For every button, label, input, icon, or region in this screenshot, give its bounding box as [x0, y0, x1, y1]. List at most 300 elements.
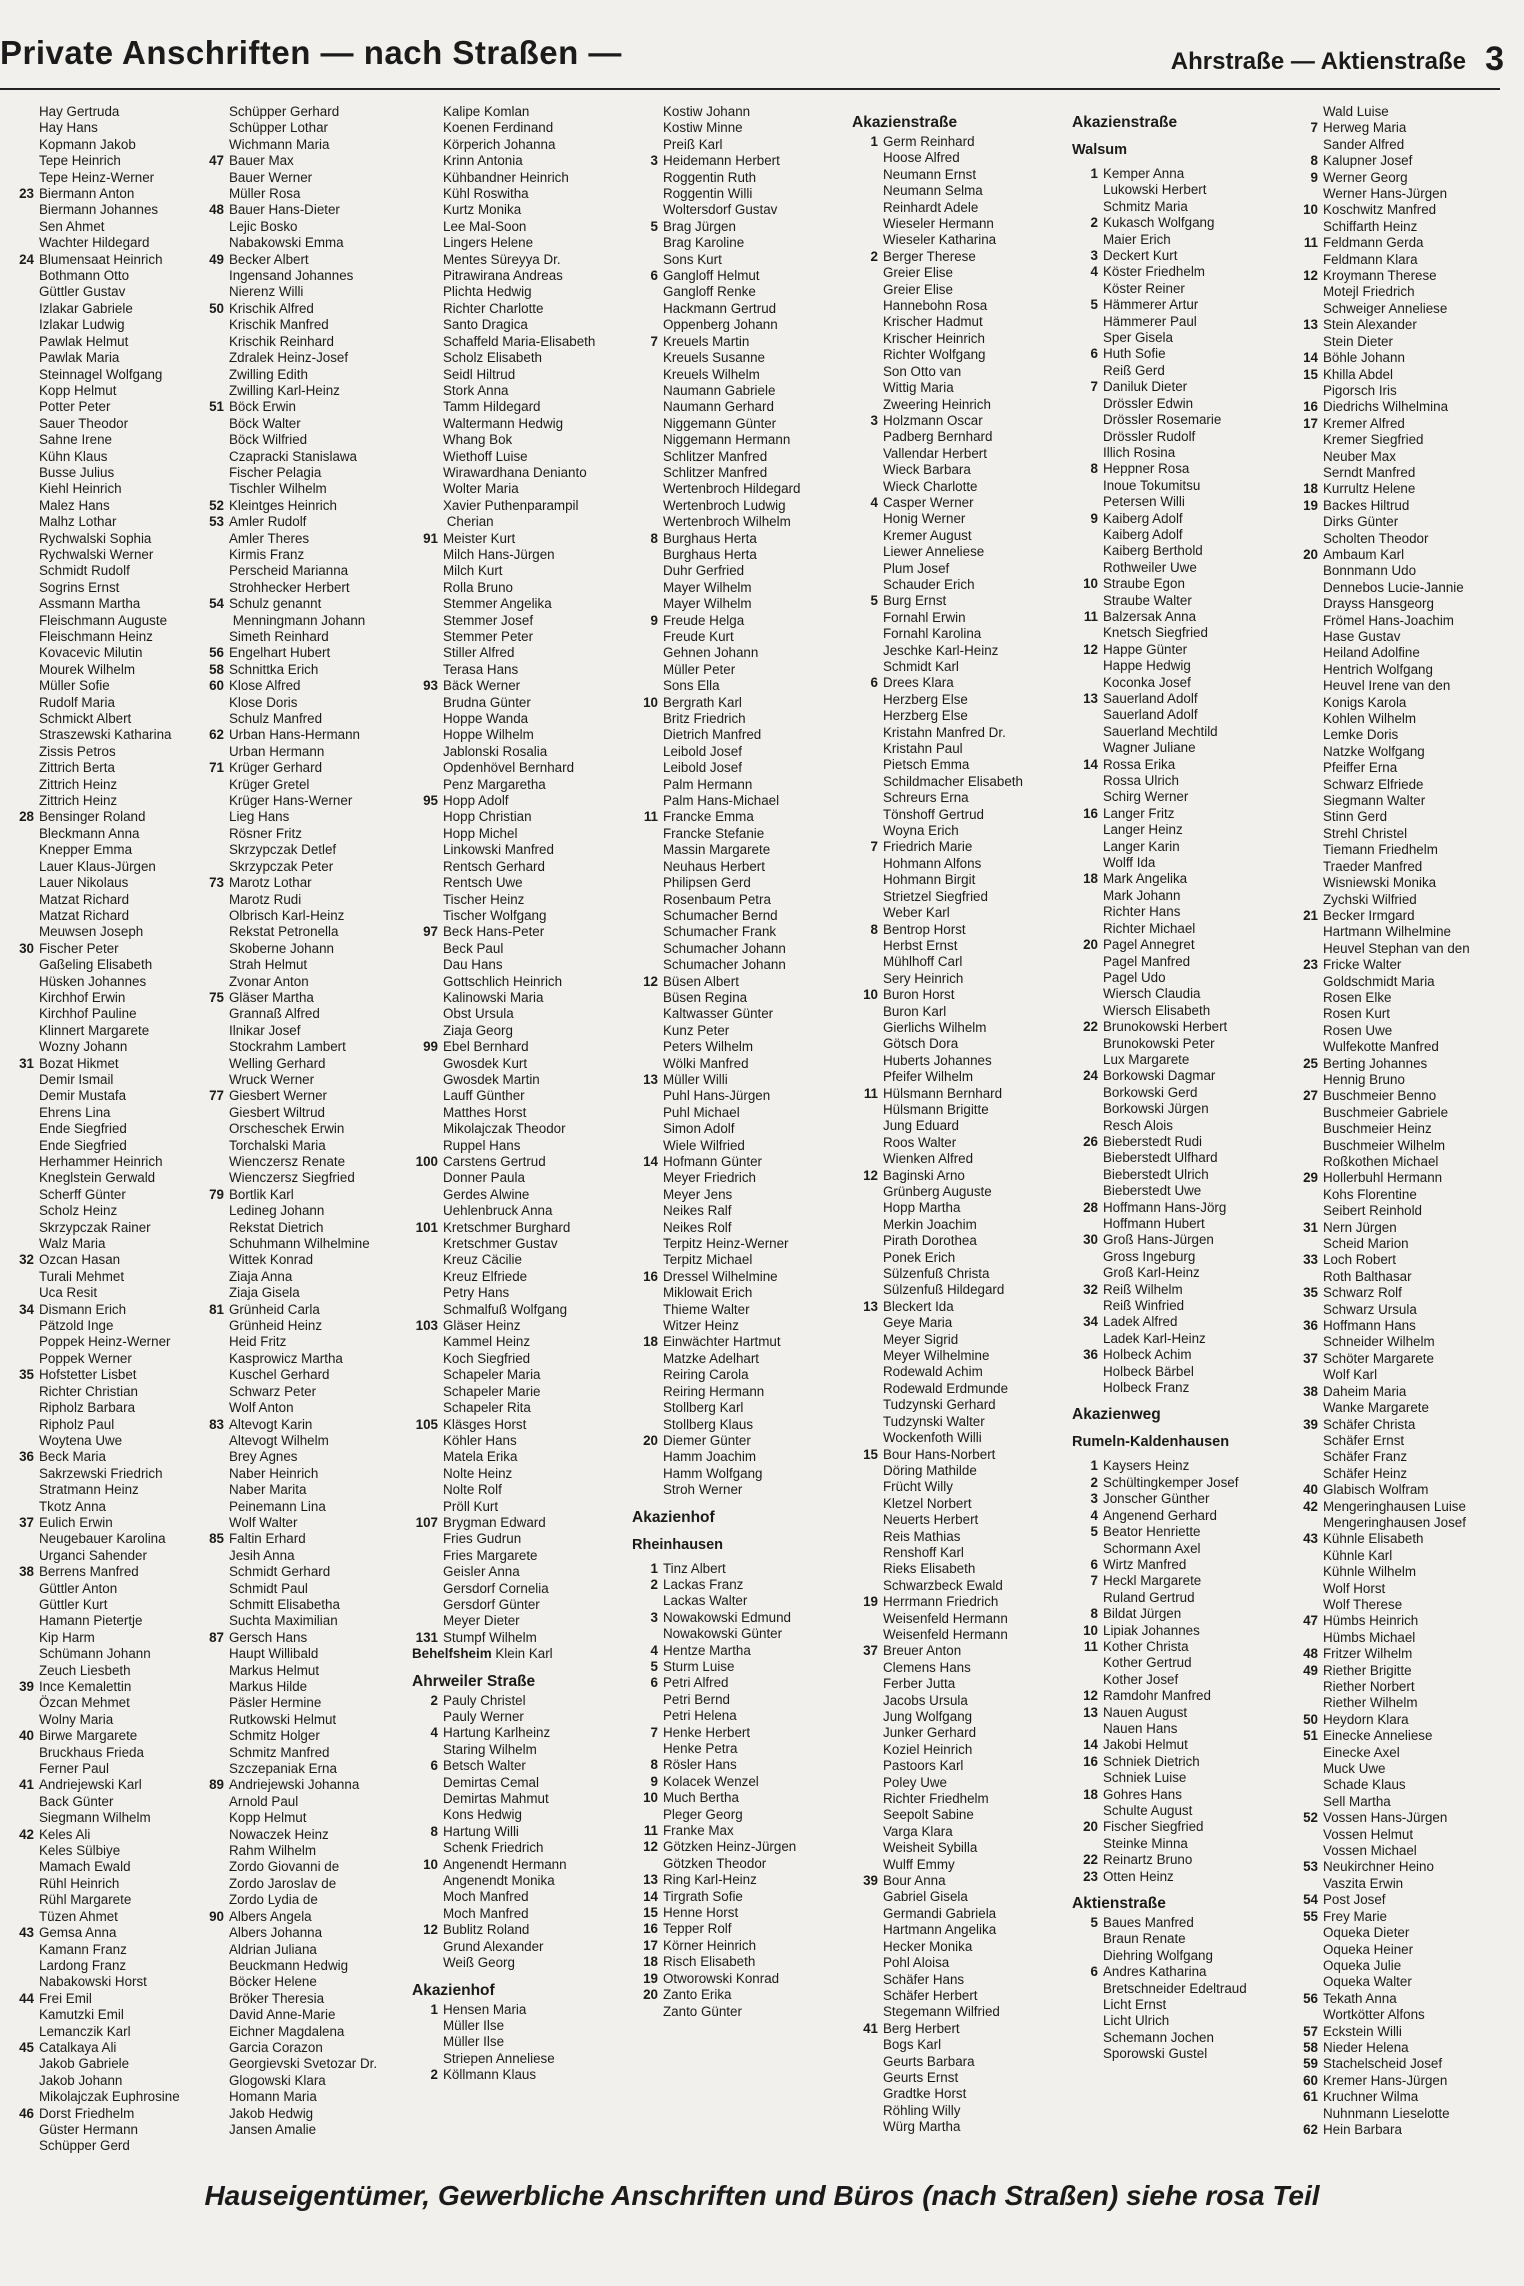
list-item: [1292, 317, 1502, 333]
resident-name: Muck Uwe: [1323, 1761, 1386, 1777]
house-number: 15: [863, 1446, 878, 1462]
list-item: [412, 744, 622, 760]
list-item: [852, 347, 1062, 363]
list-item: [8, 1646, 208, 1662]
resident-name: Jung Eduard: [883, 1118, 959, 1134]
list-item: [852, 1955, 1062, 1971]
list-item: [632, 481, 842, 497]
resident-name: Grünheid Carla: [229, 1301, 320, 1317]
list-item: [198, 842, 408, 858]
resident-name: Stegemann Wilfried: [883, 2004, 1000, 2020]
resident-name: Weber Karl: [883, 905, 950, 921]
list-item: [8, 350, 208, 366]
resident-name: Pfeifer Wilhelm: [883, 1069, 974, 1085]
resident-name: Liewer Anneliese: [883, 544, 985, 560]
list-item: [1292, 695, 1502, 711]
resident-name: Bröker Theresia: [229, 1990, 325, 2006]
resident-name: Müller Ilse: [443, 2017, 505, 2033]
list-item: [412, 1302, 622, 1318]
list-item: [852, 1725, 1062, 1741]
list-item: [412, 465, 622, 481]
house-number: 12: [1083, 1688, 1098, 1704]
list-item: [412, 1725, 622, 1741]
list-item: [8, 2089, 208, 2105]
list-item: [1292, 514, 1502, 530]
list-item: [1292, 711, 1502, 727]
resident-name: Herweg Maria: [1323, 120, 1407, 136]
resident-name: Georgievski Svetozar Dr.: [229, 2056, 378, 2072]
resident-name: Naumann Gabriele: [663, 382, 776, 398]
list-item: [632, 760, 842, 776]
house-number: 99: [423, 1039, 438, 1055]
list-item: [1292, 1121, 1502, 1137]
resident-name: Richter Christian: [39, 1383, 138, 1399]
list-item: [8, 252, 208, 268]
list-item: [1072, 1623, 1282, 1639]
house-number: 14: [643, 1888, 658, 1904]
list-item: [632, 120, 842, 136]
list-item: [1072, 691, 1282, 707]
list-item: [198, 908, 408, 924]
list-item: [412, 924, 622, 940]
resident-name: Carstens Gertrud: [443, 1154, 546, 1169]
list-item: [1072, 560, 1282, 576]
list-item: [8, 1154, 208, 1170]
list-item: [8, 1056, 208, 1072]
list-item: [632, 842, 842, 858]
list-item: [852, 544, 1062, 560]
list-item: [632, 186, 842, 202]
resident-name: Roos Walter: [883, 1134, 957, 1150]
resident-name: Geurts Barbara: [883, 2053, 975, 2069]
list-item: [852, 1529, 1062, 1545]
list-item: [412, 695, 622, 711]
resident-name: Schulz genannt: [229, 596, 322, 612]
list-item: [632, 1088, 842, 1104]
resident-name: Rutkowski Helmut: [229, 1711, 337, 1727]
resident-name: Drössler Rosemarie: [1103, 412, 1222, 428]
list-item: [412, 580, 622, 596]
house-number: 5: [1090, 1524, 1098, 1540]
house-number: 2: [430, 1692, 438, 1708]
resident-name: Balzersak Anna: [1103, 608, 1197, 624]
resident-name: Kother Josef: [1103, 1671, 1179, 1687]
list-item: [632, 1790, 842, 1806]
list-item: [1292, 1433, 1502, 1449]
resident-name: Tamm Hildegard: [443, 399, 541, 415]
resident-name: Baues Manfred: [1103, 1915, 1194, 1931]
resident-name: Matzat Richard: [39, 907, 130, 923]
list-item: [8, 1974, 208, 1990]
list-item: [852, 462, 1062, 478]
list-item: [8, 1630, 208, 1646]
list-item: [412, 1906, 622, 1922]
list-item: [852, 561, 1062, 577]
list-item: [632, 1708, 842, 1724]
resident-name: Freude Helga: [663, 612, 745, 628]
resident-name: Hopp Adolf: [443, 793, 509, 809]
page-header: [0, 34, 1524, 94]
list-item: [198, 859, 408, 875]
house-number: 11: [1303, 235, 1318, 251]
list-item: [632, 1252, 842, 1268]
resident-name: Tkotz Anna: [39, 1498, 106, 1514]
list-item: [1072, 1524, 1282, 1540]
list-item: [8, 777, 208, 793]
list-item: [1292, 334, 1502, 350]
list-item: [1292, 1777, 1502, 1793]
resident-name: Schmidt Rudolf: [39, 563, 130, 579]
list-item: [852, 1430, 1062, 1446]
resident-name: Kostiw Johann: [663, 104, 751, 119]
resident-name: Jakob Johann: [39, 2072, 123, 2088]
list-item: [198, 383, 408, 399]
resident-name: Buschmeier Gabriele: [1323, 1104, 1449, 1120]
resident-name: Gradtke Horst: [883, 2086, 967, 2102]
house-number: 35: [19, 1367, 34, 1383]
list-item: [852, 397, 1062, 413]
list-item: [198, 1056, 408, 1072]
house-number: 17: [1303, 415, 1318, 431]
list-item: [1072, 773, 1282, 789]
list-item: [852, 839, 1062, 855]
house-number: 77: [209, 1088, 224, 1104]
resident-name: Uehlenbruck Anna: [443, 1203, 553, 1219]
list-item: [198, 153, 408, 169]
house-number: 43: [1303, 1531, 1318, 1547]
list-item: [412, 104, 622, 120]
house-number: 87: [209, 1629, 224, 1645]
list-item: [412, 875, 622, 891]
resident-name: Neukirchner Heino: [1323, 1859, 1434, 1875]
resident-name: Müller Ilse: [443, 2034, 505, 2050]
resident-name: Lux Margarete: [1103, 1051, 1190, 1067]
resident-name: Sell Martha: [1323, 1793, 1391, 1809]
list-item: [198, 416, 408, 432]
resident-name: Mikolajczak Theodor: [443, 1121, 566, 1137]
resident-name: Skrzypczak Detlef: [229, 842, 337, 858]
list-item: [8, 1613, 208, 1629]
resident-name: Jesih Anna: [229, 1547, 295, 1563]
list-item: [852, 1364, 1062, 1380]
list-item: [412, 1840, 622, 1856]
house-number: 49: [209, 251, 224, 267]
list-item: [852, 1824, 1062, 1840]
list-item: [1292, 284, 1502, 300]
resident-name: Hartmann Wilhelmine: [1323, 924, 1451, 940]
resident-name: Angenendt Hermann: [443, 1856, 567, 1872]
house-number: 5: [650, 218, 658, 234]
list-item: [198, 1695, 408, 1711]
list-item: [8, 2122, 208, 2138]
resident-name: Dau Hans: [443, 957, 503, 973]
list-item: [1072, 1003, 1282, 1019]
list-item: [1292, 1613, 1502, 1629]
list-item: [8, 284, 208, 300]
list-item: [632, 432, 842, 448]
list-item: [1292, 1974, 1502, 1990]
resident-name: Brunokowski Herbert: [1103, 1019, 1228, 1035]
list-item: [1292, 1236, 1502, 1252]
resident-name: Santo Dragica: [443, 317, 528, 333]
resident-name: Dismann Erich: [39, 1301, 127, 1317]
list-item: [412, 153, 622, 169]
resident-name: Götzken Theodor: [663, 1855, 767, 1871]
resident-name: Oppenberg Johann: [663, 317, 778, 333]
resident-name: Bieberstedt Uwe: [1103, 1183, 1202, 1199]
list-item: [198, 974, 408, 990]
list-item: [412, 481, 622, 497]
list-item: [1292, 383, 1502, 399]
resident-name: Meyer Jens: [663, 1186, 733, 1202]
resident-name: Krischer Hadmut: [883, 314, 983, 330]
resident-name: Czapracki Stanislawa: [229, 448, 358, 464]
resident-name: Fornahl Erwin: [883, 609, 966, 625]
list-item: [198, 1646, 408, 1662]
resident-name: Fleischmann Heinz: [39, 629, 153, 644]
resident-name: Rossa Ulrich: [1103, 773, 1179, 789]
list-item: [8, 957, 208, 973]
list-item: [8, 170, 208, 186]
house-number: 12: [1303, 268, 1318, 284]
resident-name: Hartung Willi: [443, 1823, 519, 1839]
resident-name: Bensinger Roland: [39, 809, 146, 825]
list-item: [1072, 1508, 1282, 1524]
list-item: [412, 613, 622, 629]
list-item: [632, 1417, 842, 1433]
list-item: [198, 580, 408, 596]
resident-name: Witzer Heinz: [663, 1318, 739, 1334]
resident-name: Pawlak Helmut: [39, 333, 129, 349]
resident-name: Herzberg Else: [883, 708, 968, 724]
resident-name: Kunz Peter: [663, 1022, 730, 1038]
resident-name: Langer Fritz: [1103, 805, 1175, 821]
list-item: [198, 596, 408, 612]
list-item: [1292, 1843, 1502, 1859]
list-item: [8, 1810, 208, 1826]
resident-name: Koconka Josef: [1103, 674, 1191, 690]
list-item: [632, 859, 842, 875]
resident-name: Hay Hans: [39, 120, 98, 136]
resident-name: Rentsch Uwe: [443, 875, 523, 891]
resident-name: Sauerland Mechtild: [1103, 723, 1218, 739]
resident-name: Pastoors Karl: [883, 1758, 964, 1774]
house-number: 3: [1090, 248, 1098, 264]
list-item: [632, 908, 842, 924]
house-number: 9: [650, 612, 658, 628]
list-item: [198, 1318, 408, 1334]
house-number: 10: [863, 987, 878, 1003]
list-item: [1292, 1761, 1502, 1777]
house-number: 51: [209, 399, 224, 415]
house-number: 12: [863, 1167, 878, 1183]
list-item: [198, 449, 408, 465]
house-number: 14: [1083, 756, 1098, 772]
list-item: [852, 1643, 1062, 1659]
list-item: [1072, 576, 1282, 592]
list-item: [1292, 1695, 1502, 1711]
list-item: [852, 1545, 1062, 1561]
resident-name: Busse Julius: [39, 464, 115, 480]
resident-name: Seidl Hiltrud: [443, 366, 516, 382]
resident-name: Lukowski Herbert: [1103, 182, 1207, 198]
resident-name: Wittek Konrad: [229, 1252, 314, 1268]
house-number: 38: [19, 1564, 34, 1580]
list-item: [412, 1548, 622, 1564]
resident-name: Andriejewski Karl: [39, 1777, 142, 1793]
resident-name: Gwosdek Kurt: [443, 1055, 528, 1071]
list-item: [8, 793, 208, 809]
house-number: 23: [1083, 1868, 1098, 1884]
list-item: [1072, 1997, 1282, 2013]
house-number: 18: [1083, 1786, 1098, 1802]
list-item: [1292, 465, 1502, 481]
list-item: [412, 1709, 622, 1725]
resident-name: Terpitz Heinz-Werner: [663, 1236, 789, 1252]
house-number: 5: [870, 593, 878, 609]
resident-name: Maier Erich: [1103, 231, 1171, 247]
list-item: [1072, 986, 1282, 1002]
resident-name: Reis Mathias: [883, 1528, 961, 1544]
house-number: 7: [1090, 379, 1098, 395]
resident-name: Schulz Manfred: [229, 711, 323, 727]
resident-name: Urban Hans-Hermann: [229, 727, 360, 743]
house-number: 55: [1303, 1908, 1318, 1924]
resident-name: Mayer Wilhelm: [663, 579, 752, 595]
resident-name: Krischik Manfred: [229, 317, 329, 333]
list-item: [632, 580, 842, 596]
resident-name: Straube Walter: [1103, 592, 1192, 608]
resident-name: Reiring Carola: [663, 1367, 749, 1383]
resident-name: Sturm Luise: [663, 1658, 735, 1674]
list-item: [412, 678, 622, 694]
resident-name: Neuber Max: [1323, 448, 1396, 464]
list-item: [412, 563, 622, 579]
resident-name: Scholz Heinz: [39, 1203, 118, 1219]
resident-name: Peters Wilhelm: [663, 1039, 754, 1055]
resident-name: Werner Hans-Jürgen: [1323, 186, 1448, 202]
resident-name: Brygman Edward: [443, 1514, 546, 1530]
resident-name: Ladek Karl-Heinz: [1103, 1330, 1206, 1346]
list-item: [1072, 445, 1282, 461]
resident-name: Preiß Karl: [663, 136, 723, 152]
list-item: [412, 202, 622, 218]
resident-name: Nauen Hans: [1103, 1720, 1178, 1736]
resident-name: Wirawardhana Denianto: [443, 464, 587, 480]
list-item: [412, 1400, 622, 1416]
street-heading: Akazienstraße: [852, 114, 958, 131]
resident-name: Wolff Ida: [1103, 855, 1156, 871]
resident-name: Lemanczik Karl: [39, 2023, 131, 2039]
resident-name: Pauly Werner: [443, 1709, 524, 1724]
house-number: 56: [1303, 1990, 1318, 2006]
house-number: 5: [650, 1658, 658, 1674]
resident-name: Rosen Kurt: [1323, 1006, 1390, 1022]
resident-name: Nolte Heinz: [443, 1465, 513, 1481]
list-item: [1072, 658, 1282, 674]
resident-name: Pagel Annegret: [1103, 937, 1195, 953]
resident-name: Langer Heinz: [1103, 822, 1183, 838]
list-item: [852, 708, 1062, 724]
resident-name: Demirtas Mahmut: [443, 1791, 549, 1807]
resident-name: Schemann Jochen: [1103, 2029, 1214, 2045]
list-item: [8, 1581, 208, 1597]
resident-name: Stemmer Angelika: [443, 596, 552, 612]
list-item: [1072, 1606, 1282, 1622]
list-item: [198, 563, 408, 579]
list-item: [198, 1942, 408, 1958]
resident-name: Büsen Regina: [663, 989, 748, 1005]
list-item: [412, 1466, 622, 1482]
house-number: 50: [1303, 1711, 1318, 1727]
list-item: [1072, 264, 1282, 280]
house-number: 2: [870, 248, 878, 264]
resident-name: Hollerbuhl Hermann: [1323, 1170, 1443, 1186]
list-item: [8, 334, 208, 350]
resident-name: Moch Manfred: [443, 1905, 529, 1921]
resident-name: Bieberstedt Rudi: [1103, 1133, 1202, 1149]
resident-name: Schwarz Rolf: [1323, 1285, 1402, 1301]
list-item: [632, 744, 842, 760]
list-item: [8, 563, 208, 579]
resident-name: Wolf Horst: [1323, 1580, 1386, 1596]
list-item: [198, 1728, 408, 1744]
list-item: [632, 465, 842, 481]
list-item: [412, 662, 622, 678]
resident-name: Mark Angelika: [1103, 871, 1188, 887]
resident-name: Gersdorf Günter: [443, 1596, 540, 1612]
resident-name: Petry Hans: [443, 1285, 510, 1301]
house-number: 22: [1083, 1019, 1098, 1035]
resident-name: Kopp Helmut: [229, 1810, 307, 1826]
resident-name: Mengeringhausen Josef: [1323, 1514, 1466, 1530]
resident-name: Schüpper Gerhard: [229, 104, 340, 119]
list-item: [852, 1906, 1062, 1922]
resident-name: Burg Ernst: [883, 593, 947, 609]
house-number: 131: [415, 1629, 438, 1645]
resident-name: Hein Barbara: [1323, 2121, 1402, 2137]
resident-name: Fornahl Karolina: [883, 626, 982, 642]
house-number: 27: [1303, 1088, 1318, 1104]
list-item: [632, 1774, 842, 1790]
list-item: [1072, 1232, 1282, 1248]
house-number: 13: [863, 1298, 878, 1314]
resident-name: Böcker Helene: [229, 1974, 317, 1990]
resident-name: Matthes Horst: [443, 1104, 527, 1120]
list-item: [852, 692, 1062, 708]
list-item: [852, 331, 1062, 347]
resident-name: Rieks Elisabeth: [883, 1561, 976, 1577]
resident-name: Kons Hedwig: [443, 1807, 522, 1823]
list-item: [412, 1581, 622, 1597]
list-item: [852, 1791, 1062, 1807]
list-item: [412, 514, 622, 530]
resident-name: Wieck Barbara: [883, 462, 971, 478]
list-item: [852, 1020, 1062, 1036]
resident-name: Sons Ella: [663, 678, 720, 694]
list-item: [412, 1056, 622, 1072]
house-number: 37: [1303, 1350, 1318, 1366]
list-item: [632, 1318, 842, 1334]
resident-name: Jakob Gabriele: [39, 2056, 130, 2072]
house-number: 20: [1083, 937, 1098, 953]
resident-name: Kemper Anna: [1103, 166, 1185, 181]
resident-name: Schmitz Maria: [1103, 198, 1188, 214]
resident-name: Schumacher Johann: [663, 940, 786, 956]
list-item: [852, 856, 1062, 872]
list-item: [632, 1039, 842, 1055]
resident-name: Hümbs Michael: [1323, 1629, 1416, 1645]
